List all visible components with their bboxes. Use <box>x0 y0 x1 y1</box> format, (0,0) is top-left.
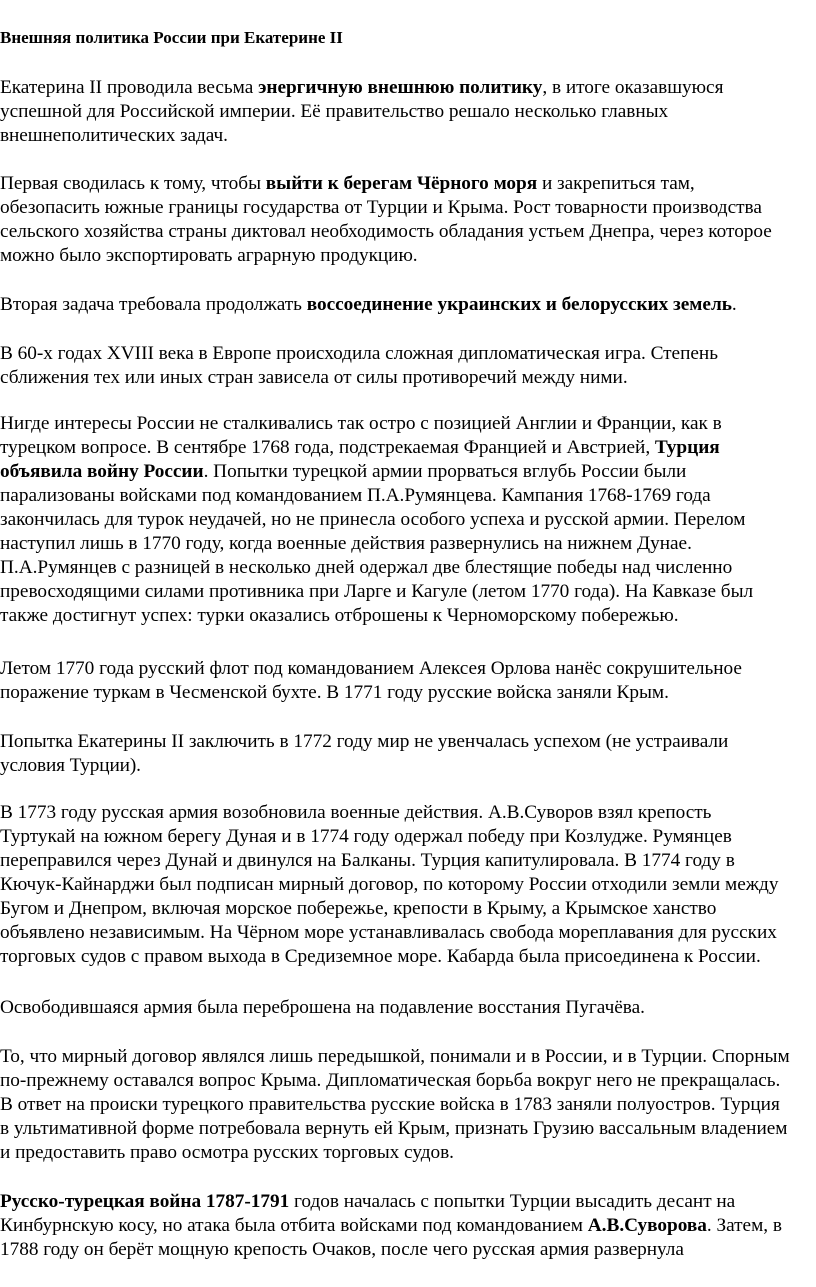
text-run: Вторая задача требовала продолжать <box>0 294 307 315</box>
text-line: поражение туркам в Чесменской бухте. В 1771 году русские войска заняли Крым. <box>0 682 669 703</box>
text-run: . <box>731 294 737 315</box>
text-line: условия Турции). <box>0 755 141 776</box>
text-line <box>0 460 812 484</box>
text-line: Туртукай на южном берегу Дуная и в 1774 году одержал победу при Козлудже. Румянцев <box>0 826 732 847</box>
text-line <box>0 172 812 196</box>
paragraph-5 <box>0 412 812 628</box>
text-line: по-прежнему оставался вопрос Крыма. Дипломатическая борьба вокруг него не прекращалась. <box>0 1070 781 1091</box>
text-line: То, что мирный договор являлся лишь передышкой, понимали и в России, и в Турции. Спорным <box>0 1046 790 1067</box>
text-line: В 60-х годах XVIII века в Европе происходила сложная дипломатическая игра. Степень <box>0 343 718 364</box>
text-line: переправился через Дунай и двинулся на Балканы. Турция капитулировала. В 1774 году в <box>0 850 735 871</box>
text-line: В 1773 году русская армия возобновила военные действия. А.В.Суворов взял крепость <box>0 802 712 823</box>
text-line: Бугом и Днепром, включая морское побережье, крепости в Крыму, а Крымское ханство <box>0 898 717 919</box>
paragraph-2 <box>0 172 812 268</box>
text-line: Нигде интересы России не сталкивались так остро с позицией Англии и Франции, как в <box>0 413 722 434</box>
text-line <box>0 293 812 317</box>
text-line <box>0 436 812 460</box>
text-line: парализованы войсками под командованием П.А.Румянцева. Кампания 1768-1769 года <box>0 485 711 506</box>
text-line: сближения тех или иных стран зависела от силы противоречий между ними. <box>0 367 628 388</box>
text-line: Попытка Екатерины II заключить в 1772 году мир не увенчалась успехом (не устраивали <box>0 731 729 752</box>
paragraph-9 <box>0 996 812 1020</box>
text-run: годов началась с попытки Турции высадить десант на <box>289 1191 736 1212</box>
text-run: турецком вопросе. В сентябре 1768 года, подстрекаемая Францией и Австрией, <box>0 437 655 458</box>
text-line <box>0 1190 812 1214</box>
text-line: объявлено независимым. На Чёрном море устанавливалась свобода мореплавания для русских <box>0 922 777 943</box>
text-run: . Попытки турецкой армии прорваться вглубь России были <box>203 461 687 482</box>
text-run: Екатерина II проводила весьма <box>0 77 259 98</box>
paragraph-10 <box>0 1045 812 1165</box>
text-line: наступил лишь в 1770 году, когда военные действия развернулись на нижнем Дунае. <box>0 533 692 554</box>
bold-text: объявила войну России <box>0 461 204 482</box>
paragraph-1 <box>0 76 812 148</box>
text-line: Освободившаяся армия была переброшена на подавление восстания Пугачёва. <box>0 997 645 1018</box>
text-line: превосходящими силами противника при Ларге и Кагуле (летом 1770 года). На Кавказе был <box>0 581 754 602</box>
document-title: Внешняя политика России при Екатерине II <box>0 28 343 47</box>
text-line <box>0 76 812 100</box>
paragraph-6 <box>0 657 812 705</box>
text-run: Первая сводилась к тому, чтобы <box>0 173 266 194</box>
text-run: и закрепиться там, <box>537 173 695 194</box>
bold-text: Русско-турецкая война 1787-1791 <box>0 1191 290 1212</box>
bold-text: воссоединение украинских и белорусских земель <box>306 294 732 315</box>
text-line: закончилась для турок неудачей, но не принесла особого успеха и русской армии. Перелом <box>0 509 746 530</box>
text-line: В ответ на происки турецкого правительства русские войска в 1783 заняли полуостров. Турция <box>0 1094 780 1115</box>
text-line: успешной для Российской империи. Её правительство решало несколько главных <box>0 101 669 122</box>
text-line: также достигнут успех: турки оказались отброшены к Черноморскому побережью. <box>0 605 679 626</box>
bold-text: Турция <box>654 437 720 458</box>
text-line: торговых судов с правом выхода в Средиземное море. Кабарда была присоединена к России. <box>0 946 761 967</box>
text-run: . Затем, в <box>706 1215 782 1236</box>
text-line: сельского хозяйства страны диктовал необходимость обладания устьем Днепра, через которое <box>0 221 772 242</box>
paragraph-7 <box>0 730 812 778</box>
text-line: П.А.Румянцев с разницей в несколько дней одержал две блестящие победы над численно <box>0 557 733 578</box>
text-line: и предоставить право осмотра русских торговых судов. <box>0 1142 454 1163</box>
text-line: внешнеполитических задач. <box>0 125 228 146</box>
text-run: , в итоге оказавшуюся <box>542 77 724 98</box>
paragraph-3 <box>0 293 812 317</box>
bold-text: А.В.Суворова <box>587 1215 707 1236</box>
paragraph-4 <box>0 342 812 390</box>
text-line: Кючук-Кайнарджи был подписан мирный договор, по которому России отходили земли между <box>0 874 779 895</box>
bold-text: выйти к берегам Чёрного моря <box>265 173 538 194</box>
text-line: в ультимативной форме потребовала вернуть ей Крым, признать Грузию вассальным владением <box>0 1118 788 1139</box>
text-run: Кинбурнскую косу, но атака была отбита войсками под командованием <box>0 1215 588 1236</box>
paragraph-8 <box>0 801 812 969</box>
text-line: обезопасить южные границы государства от Турции и Крыма. Рост товарности производства <box>0 197 762 218</box>
bold-text: энергичную внешнюю политику <box>258 77 543 98</box>
text-line <box>0 1214 812 1238</box>
text-line: 1788 году он берёт мощную крепость Очаков, после чего русская армия развернула <box>0 1239 684 1260</box>
text-line: Летом 1770 года русский флот под командованием Алексея Орлова нанёс сокрушительное <box>0 658 742 679</box>
paragraph-11 <box>0 1190 812 1262</box>
text-line: можно было экспортировать аграрную продукцию. <box>0 245 418 266</box>
